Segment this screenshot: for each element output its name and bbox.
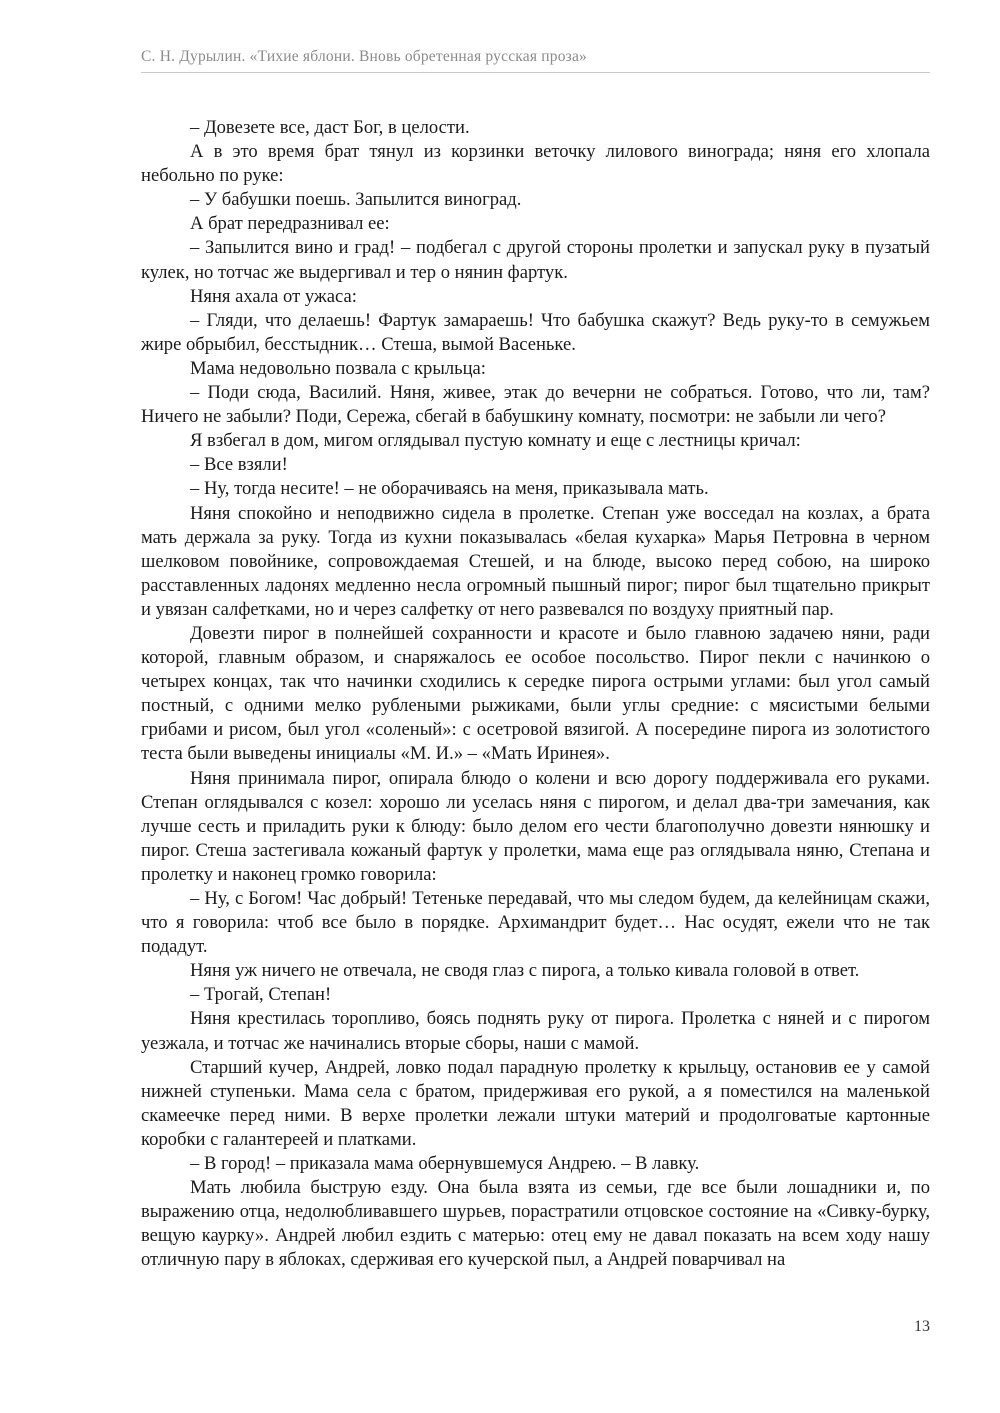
body-text bbox=[141, 116, 930, 1273]
paragraph: – Запылится вино и град! – подбегал с другой стороны пролетки и запускал руку в пузатый кулек, но тотчас же выдергивал и тер о нянин фартук. bbox=[141, 237, 930, 283]
paragraph: Няня ахала от ужаса: bbox=[190, 285, 357, 307]
paragraph: – Поди сюда, Василий. Няня, живее, этак до вечерни не собраться. Готово, что ли, там? Ничего не забыли? Поди, Сережа, сбегай в бабушкину комнату, посмотри: не забыли ли чего? bbox=[141, 382, 930, 428]
paragraph: Я взбегал в дом, мигом оглядывал пустую комнату и еще с лестницы кричал: bbox=[190, 430, 801, 452]
paragraph: Старший кучер, Андрей, ловко подал парадную пролетку к крыльцу, остановив ее у самой нижней ступеньки. Мама села с братом, придерживая его рукой, а я поместился на маленькой скамеечке перед ними. В верхе пролетки лежали штуки материй и продолговатые картонные коробки с галантереей и платками. bbox=[141, 1056, 930, 1150]
paragraph: Мать любила быструю езду. Она была взята из семьи, где все были лошадники и, по выражению отца, недолюбливавшего шурьев, порастратили отцовское состояние на «Сивку-бурку, вещую каурку». Андрей любил ездить с матерью: отец ему не давал показать на всем ходу нашу отличную пару в яблоках, сдерживая его кучерской пыл, а Андрей поварчивал на bbox=[141, 1177, 930, 1271]
paragraph: – Трогай, Степан! bbox=[190, 984, 332, 1006]
paragraph: – Гляди, что делаешь! Фартук замараешь! Что бабушка скажут? Ведь руку-то в семужьем жире обрыбил, бесстыдник… Стеша, вымой Васеньке. bbox=[141, 309, 930, 355]
paragraph: Няня спокойно и неподвижно сидела в пролетке. Степан уже восседал на козлах, а брата мать держала за руку. Тогда из кухни показывалась «белая кухарка» Марья Петровна в черном шелковом повойнике, сопровождаемая Стешей, и на блюде, высоко перед собою, на широко расставленных ладонях медленно несла огромный пышный пирог; пирог был тщательно прикрыт и увязан салфетками, но и через салфетку от него развевался по воздуху приятный пар. bbox=[141, 502, 930, 620]
page-number: 13 bbox=[914, 1318, 930, 1335]
paragraph: Няня уж ничего не отвечала, не сводя глаз с пирога, а только кивала головой в ответ. bbox=[190, 960, 860, 982]
paragraph: А брат передразнивал ее: bbox=[190, 213, 390, 235]
paragraph: Няня крестилась торопливо, боясь поднять руку от пирога. Пролетка с няней и с пирогом уезжала, и тотчас же начинались вторые сборы, наши с мамой. bbox=[141, 1008, 930, 1054]
paragraph: – Все взяли! bbox=[190, 454, 288, 476]
paragraph: – У бабушки поешь. Запылится виноград. bbox=[190, 189, 522, 211]
running-head: С. Н. Дурылин. «Тихие яблони. Вновь обретенная русская проза» bbox=[141, 48, 587, 65]
paragraph: – Довезете все, даст Бог, в целости. bbox=[190, 117, 470, 138]
paragraph: Няня принимала пирог, опирала блюдо о колени и всю дорогу поддерживала его руками. Степан оглядывался с козел: хорошо ли уселась няня с пирогом, и делал два-три замечания, как лучше сесть и приладить руки к блюду: было делом его чести благополучно довезти нянюшку и пирог. Стеша застегивала кожаный фартук у пролетки, мама еще раз оглядывала няню, Степана и пролетку и наконец громко говорила: bbox=[141, 767, 930, 885]
paragraph: Мама недовольно позвала с крыльца: bbox=[190, 357, 486, 379]
paragraph: – В город! – приказала мама обернувшемуся Андрею. – В лавку. bbox=[190, 1153, 700, 1175]
paragraph: – Ну, тогда несите! – не оборачиваясь на меня, приказывала мать. bbox=[190, 478, 709, 500]
header-rule bbox=[141, 72, 930, 73]
paragraph: А в это время брат тянул из корзинки веточку лилового винограда; няня его хлопала небольно по руке: bbox=[141, 141, 930, 187]
paragraph: – Ну, с Богом! Час добрый! Тетеньке передавай, что мы следом будем, да келейницам скажи, что я говорила: чтоб все было в порядке. Архимандрит будет… Нас осудят, ежели что не так подадут. bbox=[141, 888, 930, 958]
paragraph: Довезти пирог в полнейшей сохранности и красоте и было главною задачею няни, ради которой, главным образом, и снаряжалось ее особое посольство. Пирог пекли с начинкою о четырех концах, так что начинки сходились к середке пирога острыми углами: был угол самый постный, с одними мелко рублеными рыжиками, были углы средние: с мясистыми белыми грибами и рисом, был угол «соленый»: с осетровой вязигой. А посередине пирога из золотистого теста были выведены инициалы «М. И.» – «Мать Иринея». bbox=[141, 622, 930, 765]
